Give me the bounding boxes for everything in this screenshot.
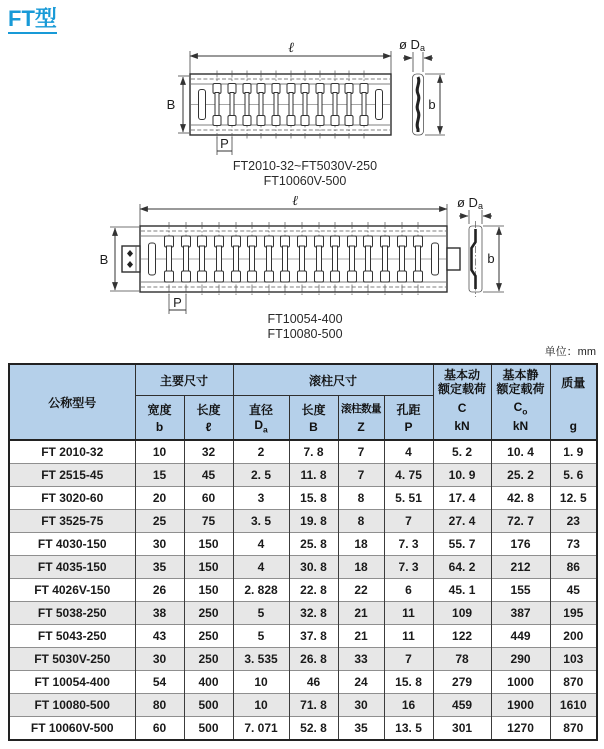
header-width: 宽度 b	[135, 396, 184, 441]
value-cell: 400	[184, 671, 233, 694]
value-cell: 10	[233, 671, 289, 694]
dim-label-roller-dia-sub: a	[420, 43, 426, 53]
value-cell: 5. 51	[384, 487, 433, 510]
value-cell: 1000	[491, 671, 550, 694]
value-cell: 30	[135, 648, 184, 671]
value-cell: 6	[384, 579, 433, 602]
header-dynamic-load-line1: 基本动	[444, 368, 481, 382]
value-cell: 25. 2	[491, 464, 550, 487]
value-cell: 150	[184, 579, 233, 602]
value-cell: 32	[184, 440, 233, 464]
value-cell: 35	[135, 556, 184, 579]
diagram2-caption-line1: FT10054-400	[267, 312, 343, 326]
value-cell: 86	[550, 556, 597, 579]
value-cell: 7. 3	[384, 533, 433, 556]
table-row	[9, 579, 597, 602]
header-mass-unit: g	[569, 419, 577, 434]
value-cell: 30	[135, 533, 184, 556]
value-cell: 35	[338, 717, 384, 741]
header-dynamic-load	[433, 364, 491, 440]
value-cell: 26. 8	[289, 648, 338, 671]
value-cell: 10	[233, 694, 289, 717]
value-cell: 200	[550, 625, 597, 648]
value-cell: 73	[550, 533, 597, 556]
value-cell: 250	[184, 602, 233, 625]
dim-label-length: ℓ	[288, 40, 294, 56]
value-cell: 3. 535	[233, 648, 289, 671]
header-roller-dims: 滚柱尺寸	[233, 364, 433, 396]
value-cell: 78	[433, 648, 491, 671]
model-cell: FT 5043-250	[9, 625, 135, 648]
value-cell: 1900	[491, 694, 550, 717]
value-cell: 71. 8	[289, 694, 338, 717]
value-cell: 1. 9	[550, 440, 597, 464]
value-cell: 8	[338, 510, 384, 533]
table-row	[9, 694, 597, 717]
value-cell: 870	[550, 671, 597, 694]
value-cell: 870	[550, 717, 597, 741]
dim-label-thickness: b	[487, 251, 495, 266]
header-static-unit: kN	[512, 419, 529, 434]
value-cell: 37. 8	[289, 625, 338, 648]
value-cell: 21	[338, 602, 384, 625]
value-cell: 250	[184, 648, 233, 671]
model-cell: FT 5030V-250	[9, 648, 135, 671]
value-cell: 301	[433, 717, 491, 741]
value-cell: 150	[184, 533, 233, 556]
page-title: FT型	[8, 6, 57, 34]
value-cell: 5	[233, 625, 289, 648]
value-cell: 20	[135, 487, 184, 510]
value-cell: 80	[135, 694, 184, 717]
header-model: 公称型号	[9, 364, 135, 440]
header-static-load	[491, 364, 550, 440]
dim-label-width: B	[166, 97, 176, 112]
diagram1-caption-line1: FT2010-32~FT5030V-250	[232, 159, 378, 173]
value-cell: 7. 8	[289, 440, 338, 464]
value-cell: 195	[550, 602, 597, 625]
value-cell: 500	[184, 694, 233, 717]
header-static-load-line2: 额定载荷	[496, 381, 545, 396]
value-cell: 387	[491, 602, 550, 625]
table-row	[9, 487, 597, 510]
value-cell: 103	[550, 648, 597, 671]
value-cell: 5. 2	[433, 440, 491, 464]
value-cell: 109	[433, 602, 491, 625]
value-cell: 15	[135, 464, 184, 487]
value-cell: 7	[338, 464, 384, 487]
value-cell: 5	[233, 602, 289, 625]
value-cell: 3. 5	[233, 510, 289, 533]
value-cell: 42. 8	[491, 487, 550, 510]
cage-diagram-long	[95, 196, 515, 328]
left-tab	[122, 246, 140, 272]
table-row	[9, 556, 597, 579]
dim-label-roller-dia: ø D	[399, 38, 420, 52]
value-cell: 2. 5	[233, 464, 289, 487]
value-cell: 10. 4	[491, 440, 550, 464]
value-cell: 45. 1	[433, 579, 491, 602]
diagram2-caption-line2: FT10080-500	[267, 327, 343, 341]
value-cell: 7	[338, 440, 384, 464]
value-cell: 21	[338, 625, 384, 648]
value-cell: 25	[135, 510, 184, 533]
dia-symbol-subscript: a	[262, 424, 268, 435]
table-row	[9, 464, 597, 487]
value-cell: 12. 5	[550, 487, 597, 510]
value-cell: 64. 2	[433, 556, 491, 579]
value-cell: 290	[491, 648, 550, 671]
value-cell: 22. 8	[289, 579, 338, 602]
value-cell: 25. 8	[289, 533, 338, 556]
dim-label-length: ℓ	[292, 196, 298, 209]
table-row	[9, 533, 597, 556]
header-dynamic-load-line2: 额定载荷	[438, 381, 487, 396]
value-cell: 155	[491, 579, 550, 602]
value-cell: 7	[384, 648, 433, 671]
value-cell: 2	[233, 440, 289, 464]
value-cell: 8	[338, 487, 384, 510]
value-cell: 10	[135, 440, 184, 464]
value-cell: 176	[491, 533, 550, 556]
value-cell: 7	[384, 510, 433, 533]
table-row	[9, 440, 597, 464]
header-mass-label: 质量	[561, 376, 586, 390]
value-cell: 43	[135, 625, 184, 648]
table-row	[9, 648, 597, 671]
value-cell: 60	[135, 717, 184, 741]
table-row	[9, 717, 597, 741]
value-cell: 7. 071	[233, 717, 289, 741]
value-cell: 10. 9	[433, 464, 491, 487]
value-cell: 17. 4	[433, 487, 491, 510]
value-cell: 4	[384, 440, 433, 464]
model-cell: FT 4026V-150	[9, 579, 135, 602]
unit-label: 单位：mm	[544, 346, 596, 358]
value-cell: 500	[184, 717, 233, 741]
value-cell: 11	[384, 602, 433, 625]
model-cell: FT 4030-150	[9, 533, 135, 556]
right-tab	[447, 248, 460, 270]
model-cell: FT 3020-60	[9, 487, 135, 510]
header-roller-count: 滚柱数量 Z	[338, 396, 384, 441]
dim-label-width: B	[99, 252, 109, 267]
value-cell: 46	[289, 671, 338, 694]
value-cell: 4. 75	[384, 464, 433, 487]
value-cell: 30	[338, 694, 384, 717]
value-cell: 19. 8	[289, 510, 338, 533]
header-static-symbol: $C_o$	[513, 399, 528, 416]
value-cell: 250	[184, 625, 233, 648]
value-cell: 30. 8	[289, 556, 338, 579]
value-cell: 3	[233, 487, 289, 510]
header-dynamic-symbol: C	[457, 400, 467, 415]
spec-table	[8, 363, 598, 741]
value-cell: 38	[135, 602, 184, 625]
value-cell: 459	[433, 694, 491, 717]
value-cell: 23	[550, 510, 597, 533]
value-cell: 55. 7	[433, 533, 491, 556]
table-row	[9, 602, 597, 625]
value-cell: 15. 8	[384, 671, 433, 694]
model-cell: FT 10054-400	[9, 671, 135, 694]
value-cell: 72. 7	[491, 510, 550, 533]
value-cell: 1610	[550, 694, 597, 717]
header-mass	[550, 364, 597, 440]
dim-label-pitch: P	[173, 295, 182, 310]
value-cell: 7. 3	[384, 556, 433, 579]
value-cell: 24	[338, 671, 384, 694]
value-cell: 18	[338, 556, 384, 579]
value-cell: 150	[184, 556, 233, 579]
value-cell: 27. 4	[433, 510, 491, 533]
value-cell: 11	[384, 625, 433, 648]
value-cell: 1270	[491, 717, 550, 741]
table-row	[9, 671, 597, 694]
value-cell: 449	[491, 625, 550, 648]
header-hole-pitch: 孔距 P	[384, 396, 433, 441]
static-symbol-subscript: o	[522, 405, 528, 416]
header-dynamic-unit: kN	[454, 419, 470, 434]
model-cell: FT 4035-150	[9, 556, 135, 579]
value-cell: 33	[338, 648, 384, 671]
header-main-dims: 主要尺寸	[135, 364, 233, 396]
model-cell: FT 2515-45	[9, 464, 135, 487]
header-roller-length: 长度 B	[289, 396, 338, 441]
value-cell: 4	[233, 556, 289, 579]
model-cell: FT 3525-75	[9, 510, 135, 533]
value-cell: 5. 6	[550, 464, 597, 487]
value-cell: 45	[550, 579, 597, 602]
value-cell: 60	[184, 487, 233, 510]
dim-label-pitch: P	[220, 136, 229, 151]
model-cell: FT 2010-32	[9, 440, 135, 464]
model-cell: FT 10060V-500	[9, 717, 135, 741]
value-cell: 18	[338, 533, 384, 556]
table-row	[9, 510, 597, 533]
dim-label-thickness: b	[428, 97, 436, 112]
diagram1-caption-line2: FT10060V-500	[263, 174, 347, 188]
cage-section-profile	[472, 229, 476, 289]
header-length: 长度 ℓ	[184, 396, 233, 441]
table-body	[9, 440, 597, 740]
value-cell: 13. 5	[384, 717, 433, 741]
value-cell: 45	[184, 464, 233, 487]
value-cell: 22	[338, 579, 384, 602]
value-cell: 279	[433, 671, 491, 694]
table-header	[9, 364, 597, 440]
dim-label-roller-dia-sub: a	[478, 201, 484, 211]
value-cell: 16	[384, 694, 433, 717]
cage-section-profile	[417, 77, 419, 132]
value-cell: 11. 8	[289, 464, 338, 487]
value-cell: 32. 8	[289, 602, 338, 625]
header-roller-dia: 直径 $D_a$	[233, 396, 289, 441]
header-static-load-line1: 基本静	[502, 368, 539, 382]
dim-label-roller-dia: ø D	[457, 196, 478, 210]
value-cell: 75	[184, 510, 233, 533]
value-cell: 122	[433, 625, 491, 648]
value-cell: 26	[135, 579, 184, 602]
model-cell: FT 5038-250	[9, 602, 135, 625]
value-cell: 4	[233, 533, 289, 556]
value-cell: 15. 8	[289, 487, 338, 510]
value-cell: 54	[135, 671, 184, 694]
value-cell: 212	[491, 556, 550, 579]
model-cell: FT 10080-500	[9, 694, 135, 717]
value-cell: 52. 8	[289, 717, 338, 741]
table-row	[9, 625, 597, 648]
value-cell: 2. 828	[233, 579, 289, 602]
